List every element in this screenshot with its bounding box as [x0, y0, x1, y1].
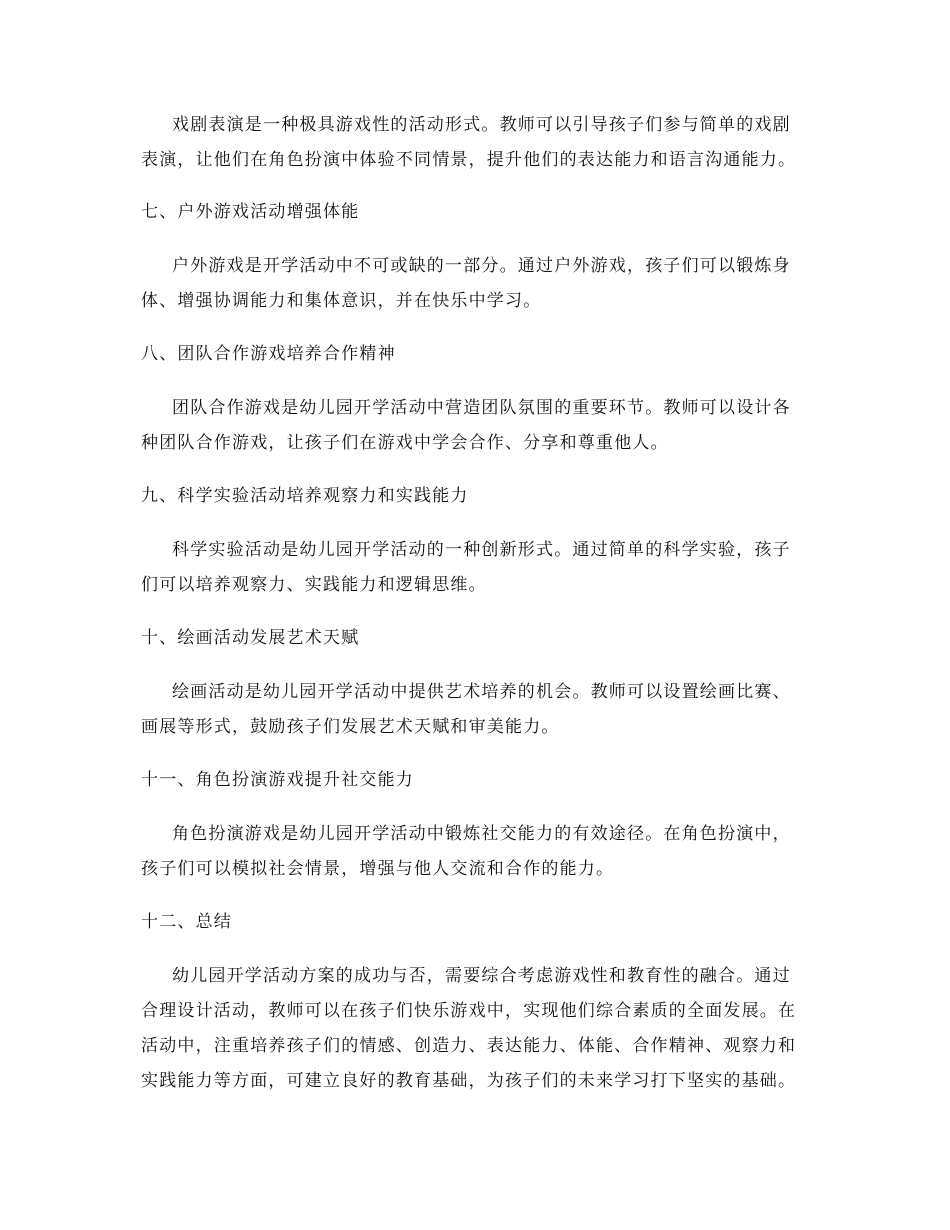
- paragraph-painting-line-2: 画展等形式，鼓励孩子们发展艺术天赋和审美能力。: [141, 717, 560, 737]
- heading-section-7: 七、户外游戏活动增强体能: [141, 202, 360, 222]
- paragraph-drama-line-1: 戏剧表演是一种极具游戏性的活动形式。教师可以引导孩子们参与简单的戏剧: [172, 115, 791, 135]
- paragraph-roleplay-line-2: 孩子们可以模拟社会情景，增强与他人交流和合作的能力。: [141, 859, 615, 879]
- paragraph-teamwork-line-1: 团队合作游戏是幼儿园开学活动中营造团队氛围的重要环节。教师可以设计各: [172, 398, 791, 418]
- paragraph-science-line-2: 们可以培养观察力、实践能力和逻辑思维。: [141, 575, 487, 595]
- heading-section-10: 十、绘画活动发展艺术天赋: [141, 628, 360, 648]
- heading-section-11: 十一、角色扮演游戏提升社交能力: [141, 770, 414, 790]
- heading-section-8: 八、团队合作游戏培养合作精神: [141, 344, 396, 364]
- paragraph-summary-line-1: 幼儿园开学活动方案的成功与否，需要综合考虑游戏性和教育性的融合。通过: [172, 966, 791, 986]
- paragraph-painting-line-1: 绘画活动是幼儿园开学活动中提供艺术培养的机会。教师可以设置绘画比赛、: [172, 682, 791, 702]
- heading-section-12: 十二、总结: [141, 912, 232, 932]
- paragraph-summary-line-4: 实践能力等方面，可建立良好的教育基础，为孩子们的未来学习打下坚实的基础。: [141, 1071, 797, 1091]
- paragraph-drama-line-2: 表演，让他们在角色扮演中体验不同情景，提升他们的表达能力和语言沟通能力。: [141, 150, 797, 170]
- paragraph-roleplay-line-1: 角色扮演游戏是幼儿园开学活动中锻炼社交能力的有效途径。在角色扮演中，: [172, 824, 791, 844]
- paragraph-teamwork-line-2: 种团队合作游戏，让孩子们在游戏中学会合作、分享和尊重他人。: [141, 433, 669, 453]
- paragraph-science-line-1: 科学实验活动是幼儿园开学活动的一种创新形式。通过简单的科学实验，孩子: [172, 540, 791, 560]
- paragraph-outdoor-line-1: 户外游戏是开学活动中不可或缺的一部分。通过户外游戏，孩子们可以锻炼身: [172, 256, 791, 276]
- paragraph-summary-line-3: 活动中，注重培养孩子们的情感、创造力、表达能力、体能、合作精神、观察力和: [141, 1036, 797, 1056]
- paragraph-summary-line-2: 合理设计活动，教师可以在孩子们快乐游戏中，实现他们综合素质的全面发展。在: [141, 1001, 797, 1021]
- paragraph-outdoor-line-2: 体、增强协调能力和集体意识，并在快乐中学习。: [141, 291, 542, 311]
- heading-section-9: 九、科学实验活动培养观察力和实践能力: [141, 486, 469, 506]
